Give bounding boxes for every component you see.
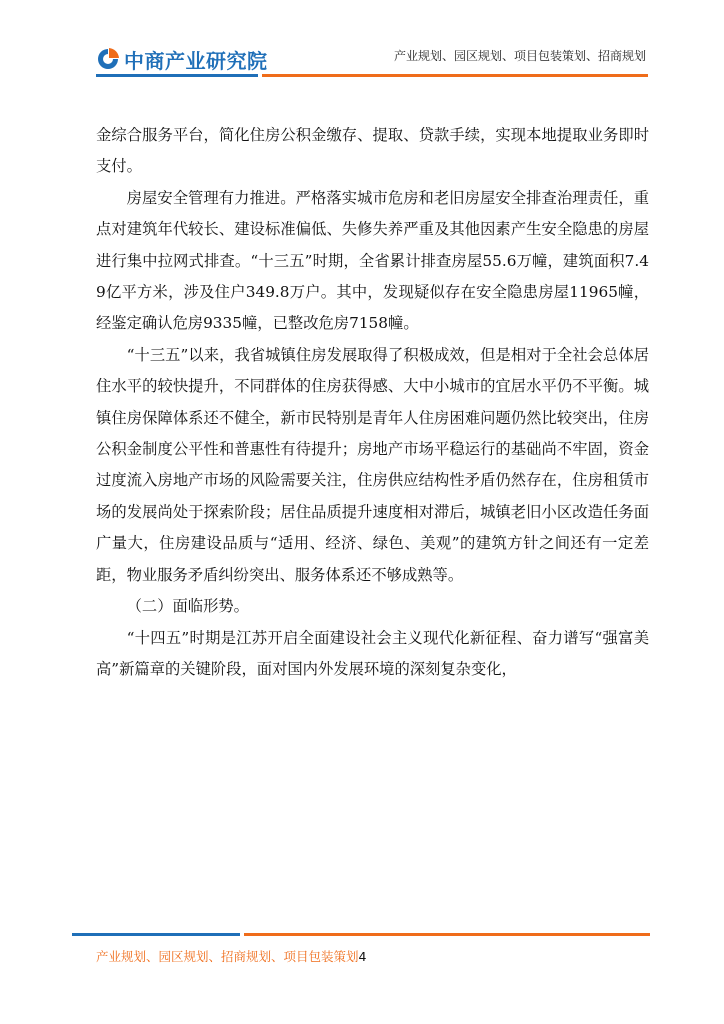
footer-rule-orange bbox=[244, 933, 650, 936]
section-heading: （二）面临形势。 bbox=[126, 597, 249, 616]
header-tagline: 产业规划、园区规划、项目包装策划、招商规划 bbox=[393, 49, 646, 63]
paragraph-13th-five-year: “十三五”以来，我省城镇住房发展取得了积极成效，但是相对于全社会总体居住水平的较快提升，不同群体的住房获得感、大中小城市的宜居水平仍不平衡。城镇住房保障体系还不健全，新市民特别是青年人住房困难问题仍然比较突出，住房公积金制度公平性和普惠性有待提升；房地产市场平稳运行的基础尚不牢固，资金过度流入房地产市场的风险需要关注，住房供应结构性矛盾仍然存在，住房租赁市场的发展尚处于探索阶段；居住品质提升速度相对滞后，城镇老旧小区改造任务面广量大，住房建设品质与“适用、经济、绿色、美观”的建筑方针之间还有一定差距，物业服务矛盾纠纷突出、服务体系还不够成熟等。 bbox=[96, 345, 649, 584]
paragraph-housing-safety: 房屋安全管理有力推进。严格落实城市危房和老旧房屋安全排查治理责任，重点对建筑年代较长、建设标准偏低、失修失养严重及其他因素产生安全隐患的房屋进行集中拉网式排查。“十三五”时期，全省累计排查房屋55.6万幢，建筑面积7.49亿平方米，涉及住户349.8万户。其中，发现疑似存在安全隐患房屋11965幢，经鉴定确认危房9335幢，已整改危房7158幢。 bbox=[96, 188, 649, 333]
page-footer bbox=[96, 947, 366, 965]
document-body bbox=[96, 120, 649, 685]
paragraph-continuation: 金综合服务平台，简化住房公积金缴存、提取、贷款手续，实现本地提取业务即时支付。 bbox=[96, 126, 649, 176]
footer-rule-blue bbox=[72, 933, 240, 936]
page-number: 4 bbox=[358, 949, 367, 964]
logo-text: 中商产业研究院 bbox=[124, 48, 268, 73]
logo bbox=[96, 44, 268, 74]
page-header bbox=[0, 0, 724, 82]
paragraph-14th-five-year: “十四五”时期是江苏开启全面建设社会主义现代化新征程、奋力谱写“强富美高”新篇章的关键阶段，面对国内外发展环境的深刻复杂变化， bbox=[96, 628, 649, 678]
logo-icon bbox=[96, 47, 120, 71]
footer-tagline: 产业规划、园区规划、招商规划、项目包装策划 bbox=[96, 949, 359, 964]
header-rule-orange bbox=[262, 74, 648, 77]
header-rule-blue bbox=[96, 74, 258, 77]
